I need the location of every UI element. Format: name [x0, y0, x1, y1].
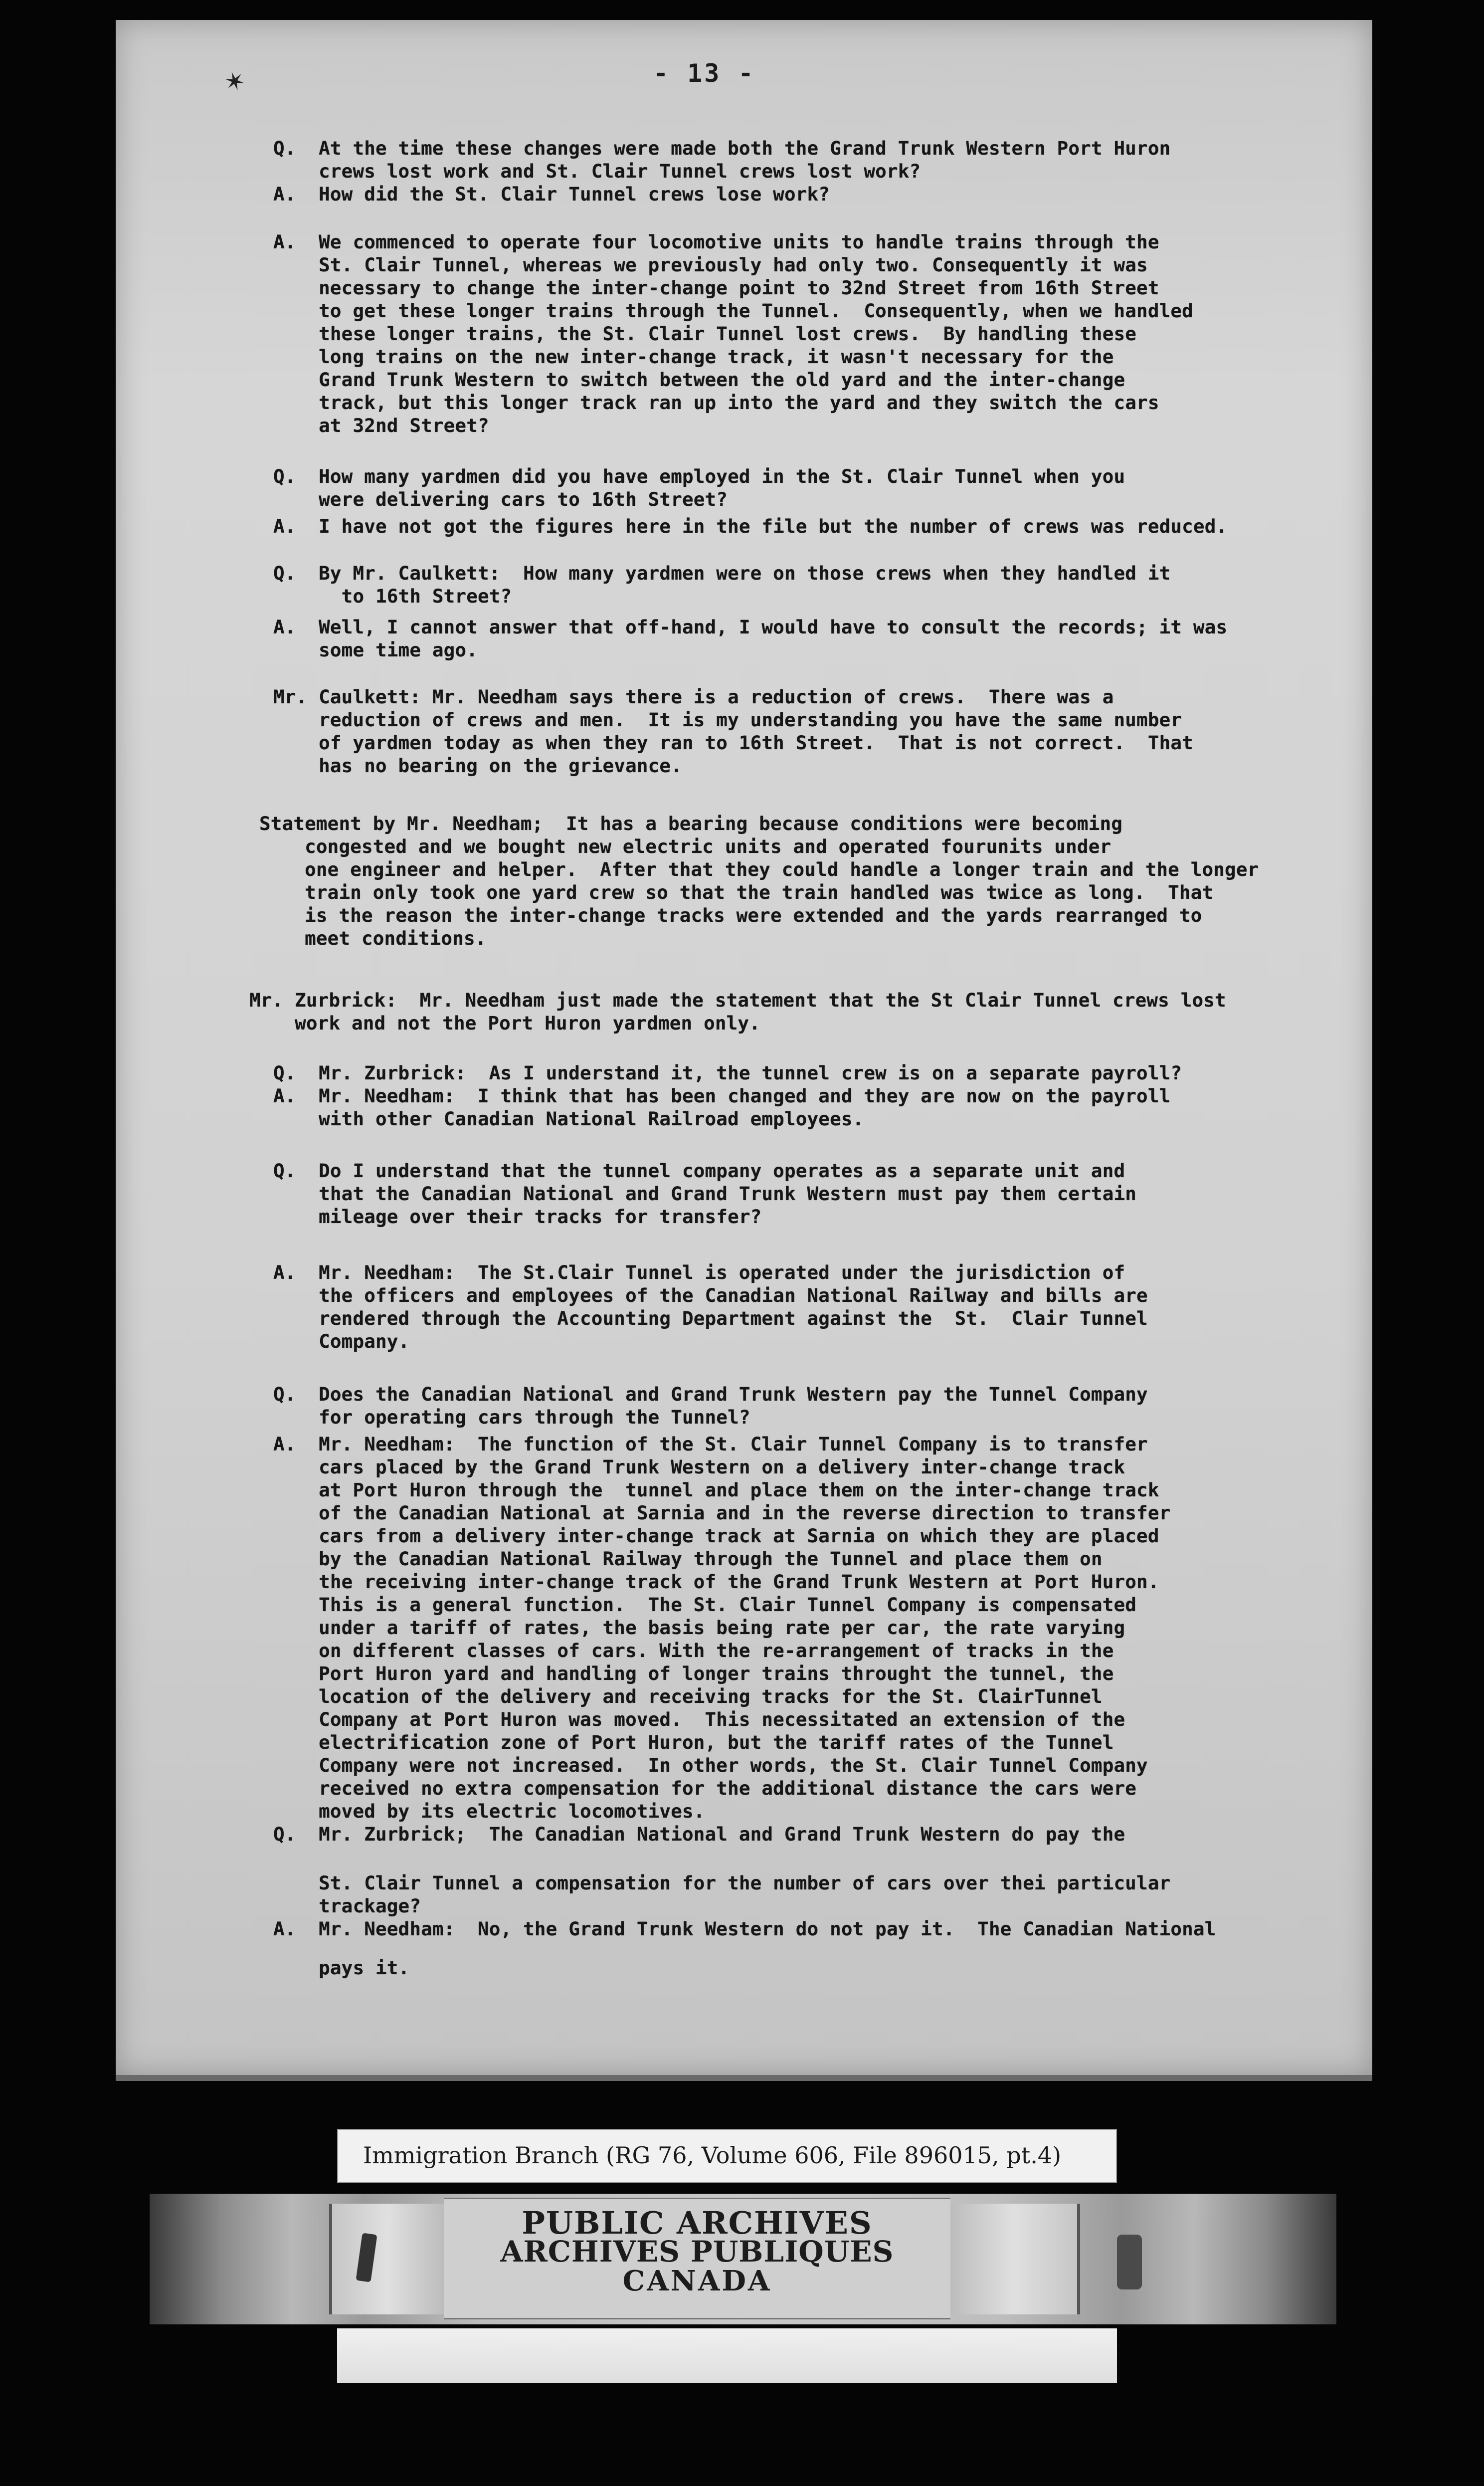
- doc-line: of yardmen today as when they ran to 16th Street. That is not correct. That: [273, 732, 1193, 754]
- doc-line: Q. Mr. Zurbrick: As I understand it, the tunnel crew is on a separate payroll?: [273, 1062, 1182, 1084]
- doc-line: Q. By Mr. Caulkett: How many yardmen were on those crews when they handled it: [273, 562, 1171, 584]
- doc-line: Q. Mr. Zurbrick; The Canadian National and Grand Trunk Western do pay the: [273, 1823, 1125, 1845]
- doc-line: A. We commenced to operate four locomotive units to handle trains through the: [273, 231, 1159, 253]
- doc-line: cars from a delivery inter-change track at Sarnia on which they are placed: [273, 1525, 1159, 1547]
- doc-line: these longer trains, the St. Clair Tunnel lost crews. By handling these: [273, 323, 1137, 345]
- doc-line: with other Canadian National Railroad employees.: [273, 1108, 864, 1130]
- doc-line: A. Mr. Needham: No, the Grand Trunk Western do not pay it. The Canadian National: [273, 1918, 1216, 1940]
- doc-line: A. Mr. Needham: The St.Clair Tunnel is operated under the jurisdiction of: [273, 1261, 1125, 1283]
- stamp-clamp-left: [329, 2204, 444, 2314]
- doc-line: to 16th Street?: [273, 585, 512, 607]
- archive-citation-label: [337, 2129, 1117, 2183]
- doc-line: Q. How many yardmen did you have employed in the St. Clair Tunnel when you: [273, 465, 1125, 487]
- doc-line: one engineer and helper. After that they could handle a longer train and the longer: [259, 858, 1259, 880]
- doc-line: is the reason the inter-change tracks were extended and the yards rearranged to: [259, 904, 1202, 926]
- doc-line: received no extra compensation for the additional distance the cars were: [273, 1777, 1137, 1799]
- doc-line: congested and we bought new electric units and operated fourunits under: [259, 835, 1112, 857]
- doc-line: This is a general function. The St. Clair Tunnel Company is compensated: [273, 1594, 1137, 1616]
- doc-line: necessary to change the inter-change point to 32nd Street from 16th Street: [273, 277, 1159, 299]
- doc-line: at 32nd Street?: [273, 414, 489, 436]
- blank-strip: [337, 2328, 1117, 2383]
- doc-line: electrification zone of Port Huron, but the tariff rates of the Tunnel: [273, 1731, 1114, 1753]
- doc-line: Company at Port Huron was moved. This necessitated an extension of the: [273, 1708, 1125, 1730]
- doc-line: were delivering cars to 16th Street?: [273, 488, 728, 510]
- doc-line: meet conditions.: [259, 927, 487, 949]
- doc-line: reduction of crews and men. It is my understanding you have the same number: [273, 709, 1182, 731]
- doc-line: Port Huron yard and handling of longer trains throught the tunnel, the: [273, 1662, 1114, 1684]
- doc-line: A. I have not got the figures here in the file but the number of crews was reduced.: [273, 515, 1228, 537]
- archive-citation: Immigration Branch (RG 76, Volume 606, File 896015, pt.4): [363, 2142, 1062, 2169]
- doc-line: Company.: [273, 1330, 410, 1352]
- doc-line: by the Canadian National Railway through the Tunnel and place them on: [273, 1548, 1103, 1570]
- doc-line: rendered through the Accounting Department against the St. Clair Tunnel: [273, 1307, 1148, 1329]
- doc-line: A. How did the St. Clair Tunnel crews lose work?: [273, 183, 830, 205]
- doc-line: the officers and employees of the Canadian National Railway and bills are: [273, 1284, 1148, 1306]
- doc-line: of the Canadian National at Sarnia and in the reverse direction to transfer: [273, 1502, 1171, 1524]
- doc-line: Company were not increased. In other words, the St. Clair Tunnel Company: [273, 1754, 1148, 1776]
- doc-line: Q. At the time these changes were made both the Grand Trunk Western Port Huron: [273, 137, 1171, 159]
- doc-line: mileage over their tracks for transfer?: [273, 1206, 762, 1228]
- doc-line: A. Well, I cannot answer that off-hand, I would have to consult the records; it was: [273, 616, 1228, 638]
- doc-line: train only took one yard crew so that the train handled was twice as long. That: [259, 881, 1214, 903]
- doc-line: that the Canadian National and Grand Trunk Western must pay them certain: [273, 1183, 1137, 1205]
- page-bottom-edge: [116, 2075, 1372, 2081]
- doc-line: on different classes of cars. With the re-arrangement of tracks in the: [273, 1640, 1114, 1661]
- doc-line: St. Clair Tunnel a compensation for the number of cars over thei particular: [273, 1872, 1171, 1894]
- doc-line: some time ago.: [273, 639, 478, 661]
- doc-line: A. Mr. Needham: I think that has been changed and they are now on the payroll: [273, 1085, 1171, 1107]
- stamp-line-archives-publiques: ARCHIVES PUBLIQUES: [500, 2235, 894, 2269]
- doc-line: at Port Huron through the tunnel and place them on the inter-change track: [273, 1479, 1159, 1501]
- doc-line: the receiving inter-change track of the Grand Trunk Western at Port Huron.: [273, 1571, 1159, 1593]
- page-number: - 13 -: [653, 59, 755, 88]
- doc-line: Mr. Zurbrick: Mr. Needham just made the statement that the St Clair Tunnel crews lost: [249, 989, 1226, 1011]
- doc-line: track, but this longer track ran up into the yard and they switch the cars: [273, 392, 1159, 414]
- doc-line: work and not the Port Huron yardmen only.: [249, 1012, 760, 1034]
- clamp-knob-right: [1117, 2235, 1142, 2289]
- stamp-line-public-archives: PUBLIC ARCHIVES: [522, 2205, 873, 2241]
- doc-line: to get these longer trains through the Tunnel. Consequently, when we handled: [273, 300, 1193, 322]
- doc-line: pays it.: [273, 1957, 410, 1979]
- corner-mark: ✶: [220, 61, 249, 100]
- doc-line: for operating cars through the Tunnel?: [273, 1406, 750, 1428]
- doc-line: long trains on the new inter-change track, it wasn't necessary for the: [273, 346, 1114, 368]
- doc-line: Mr. Caulkett: Mr. Needham says there is a reduction of crews. There was a: [273, 686, 1114, 708]
- doc-line: moved by its electric locomotives.: [273, 1800, 705, 1822]
- doc-line: Q. Do I understand that the tunnel company operates as a separate unit and: [273, 1160, 1125, 1182]
- doc-line: St. Clair Tunnel, whereas we previously had only two. Consequently it was: [273, 254, 1148, 276]
- doc-line: has no bearing on the grievance.: [273, 755, 682, 777]
- doc-line: crews lost work and St. Clair Tunnel crews lost work?: [273, 160, 921, 182]
- doc-line: Grand Trunk Western to switch between the old yard and the inter-change: [273, 369, 1125, 391]
- doc-line: Statement by Mr. Needham; It has a bearing because conditions were becoming: [259, 813, 1123, 834]
- doc-line: Q. Does the Canadian National and Grand Trunk Western pay the Tunnel Company: [273, 1383, 1148, 1405]
- stamp-line-canada: CANADA: [622, 2265, 772, 2297]
- doc-line: cars placed by the Grand Trunk Western on a delivery inter-change track: [273, 1456, 1125, 1478]
- doc-line: A. Mr. Needham: The function of the St. Clair Tunnel Company is to transfer: [273, 1433, 1148, 1455]
- stamp-clamp-right: [950, 2204, 1080, 2314]
- doc-line: under a tariff of rates, the basis being rate per car, the rate varying: [273, 1617, 1125, 1639]
- doc-line: trackage?: [273, 1895, 421, 1917]
- doc-line: location of the delivery and receiving tracks for the St. ClairTunnel: [273, 1685, 1103, 1707]
